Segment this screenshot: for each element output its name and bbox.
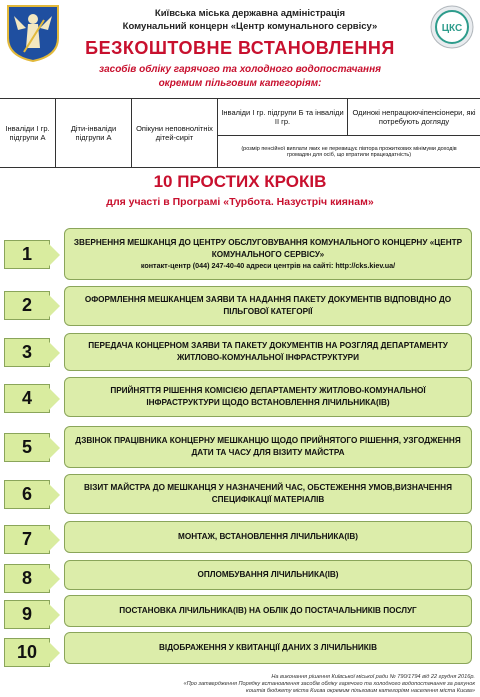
step-8-number: 8 <box>4 564 50 593</box>
step-3-text: ПЕРЕДАЧА КОНЦЕРНОМ ЗАЯВИ ТА ПАКЕТУ ДОКУМЕНТІВ НА РОЗГЛЯД ДЕПАРТАМЕНТУ ЖИТЛОВО-КОМУНАЛЬНОЇ ІНФРАСТРУКТУРИ <box>88 341 448 362</box>
step-8-text: ОПЛОМБУВАННЯ ЛІЧИЛЬНИКА(ІВ) <box>197 570 339 580</box>
step-4-text: ПРИЙНЯТТЯ РІШЕННЯ КОМІСІЄЮ ДЕПАРТАМЕНТУ ЖИТЛОВО-КОМУНАЛЬНОЇ ІНФРАСТРУКТУРИ ЩОДО ВСТАНОВЛЕННЯ ЛІЧИЛЬНИКА(ІВ) <box>110 386 426 407</box>
subtitle-line-1: засобів обліку гарячого та холодного водопостачання <box>98 64 382 75</box>
step-10-text: ВІДОБРАЖЕННЯ У КВИТАНЦІЇ ДАНИХ З ЛІЧИЛЬНИКІВ <box>159 643 377 653</box>
step-6-box <box>64 474 472 514</box>
step-9-text: ПОСТАНОВКА ЛІЧИЛЬНИКА(ІВ) НА ОБЛІК ДО ПОСТАЧАЛЬНИКІВ ПОСЛУГ <box>119 606 417 616</box>
step-1-text: ЗВЕРНЕННЯ МЕШКАНЦЯ ДО ЦЕНТРУ ОБСЛУГОВУВАННЯ КОМУНАЛЬНОГО КОНЦЕРНУ «ЦЕНТР КОМУНАЛЬНОГО СЕРВІСУ» <box>73 237 463 259</box>
cks-logo-text: ЦКС <box>441 23 463 34</box>
categories-table <box>0 98 480 168</box>
step-6-number: 6 <box>4 480 50 509</box>
step-7-text: МОНТАЖ, ВСТАНОВЛЕННЯ ЛІЧИЛЬНИКА(ІВ) <box>178 532 358 542</box>
categories-note: (розмір пенсійної виплати яких не перевищує півтора прожиткових мінімуми доходів громадян для осіб, що втратили працездатність) <box>241 145 457 158</box>
step-6-text: ВІЗИТ МАЙСТРА ДО МЕШКАНЦЯ У НАЗНАЧЕНИЙ ЧАС, ОБСТЕЖЕННЯ УМОВ,ВИЗНАЧЕННЯ СПЕЦИФІКАЦІЇ МАТЕРІАЛІВ <box>84 483 452 504</box>
step-1-number: 1 <box>4 240 50 269</box>
page-title: БЕЗКОШТОВНЕ ВСТАНОВЛЕННЯ <box>85 38 395 58</box>
footer-line-1: На виконання рішення Київської міської ради № 790/1794 від 22 грудня 2016р. <box>271 674 475 680</box>
step-10-number: 10 <box>4 638 50 667</box>
steps-title: 10 ПРОСТИХ КРОКІВ <box>153 172 327 191</box>
step-9-number: 9 <box>4 600 50 629</box>
footer-line-2: «Про затвердження Порядку встановлення засобів обліку гарячого та холодного водопостачання за рахунок <box>183 680 475 687</box>
step-1-contact: контакт-центр (044) 247-40-40 адреси центрів на сайті: http://cks.kiev.ua/ <box>140 260 396 270</box>
category-cell-2: Діти-інваліди підгрупи А <box>56 99 132 167</box>
steps-subtitle: для участі в Програмі «Турбота. Назустріч киянам» <box>106 196 374 208</box>
header-line-1: Київська міська державна адміністрація <box>154 8 346 19</box>
step-4-box <box>64 377 472 417</box>
step-3-number: 3 <box>4 338 50 367</box>
step-4-number: 4 <box>4 384 50 413</box>
step-5-number: 5 <box>4 433 50 462</box>
step-9-box <box>64 595 472 627</box>
category-cell-5: Одинокі непрацюючіпенсіонери, які потребують догляду <box>352 108 476 126</box>
header-line-2: Комунальний концерн «Центр комунального сервісу» <box>122 21 378 32</box>
step-7-box <box>64 521 472 553</box>
category-cell-3: Опікуни неповнолітніх дітей-сиріт <box>132 99 218 167</box>
step-8-box <box>64 560 472 590</box>
step-3-box <box>64 333 472 371</box>
footer-line-3: коштів бюджету міста Києва окремим пільговим категоріям населення міста Києва» <box>246 687 475 694</box>
step-2-number: 2 <box>4 291 50 320</box>
step-2-text: ОФОРМЛЕННЯ МЕШКАНЦЕМ ЗАЯВИ ТА НАДАННЯ ПАКЕТУ ДОКУМЕНТІВ ВІДПОВІДНО ДО ПІЛЬГОВОЇ КАТЕГОРІЇ <box>84 295 452 316</box>
step-7-number: 7 <box>4 525 50 554</box>
step-5-box <box>64 426 472 468</box>
subtitle-line-2: окремим пільговим категоріям: <box>158 78 322 89</box>
step-5-text: ДЗВІНОК ПРАЦІВНИКА КОНЦЕРНУ МЕШКАНЦЮ ЩОДО ПРИЙНЯТОГО РІШЕННЯ, УЗГОДЖЕННЯ ДАТИ ТА ЧАСУ ДЛЯ ВІЗИТУ МАЙСТРА <box>75 436 461 457</box>
footer-note <box>40 674 475 695</box>
category-cell-4: Інваліди І гр. підгрупи Б та інваліди ІІ гр. <box>218 99 348 135</box>
step-1-box <box>64 228 472 280</box>
step-10-box <box>64 632 472 664</box>
category-group-4-5 <box>218 99 480 167</box>
category-cell-1: Інваліди І гр. підгрупи А <box>0 99 56 167</box>
step-2-box <box>64 286 472 326</box>
